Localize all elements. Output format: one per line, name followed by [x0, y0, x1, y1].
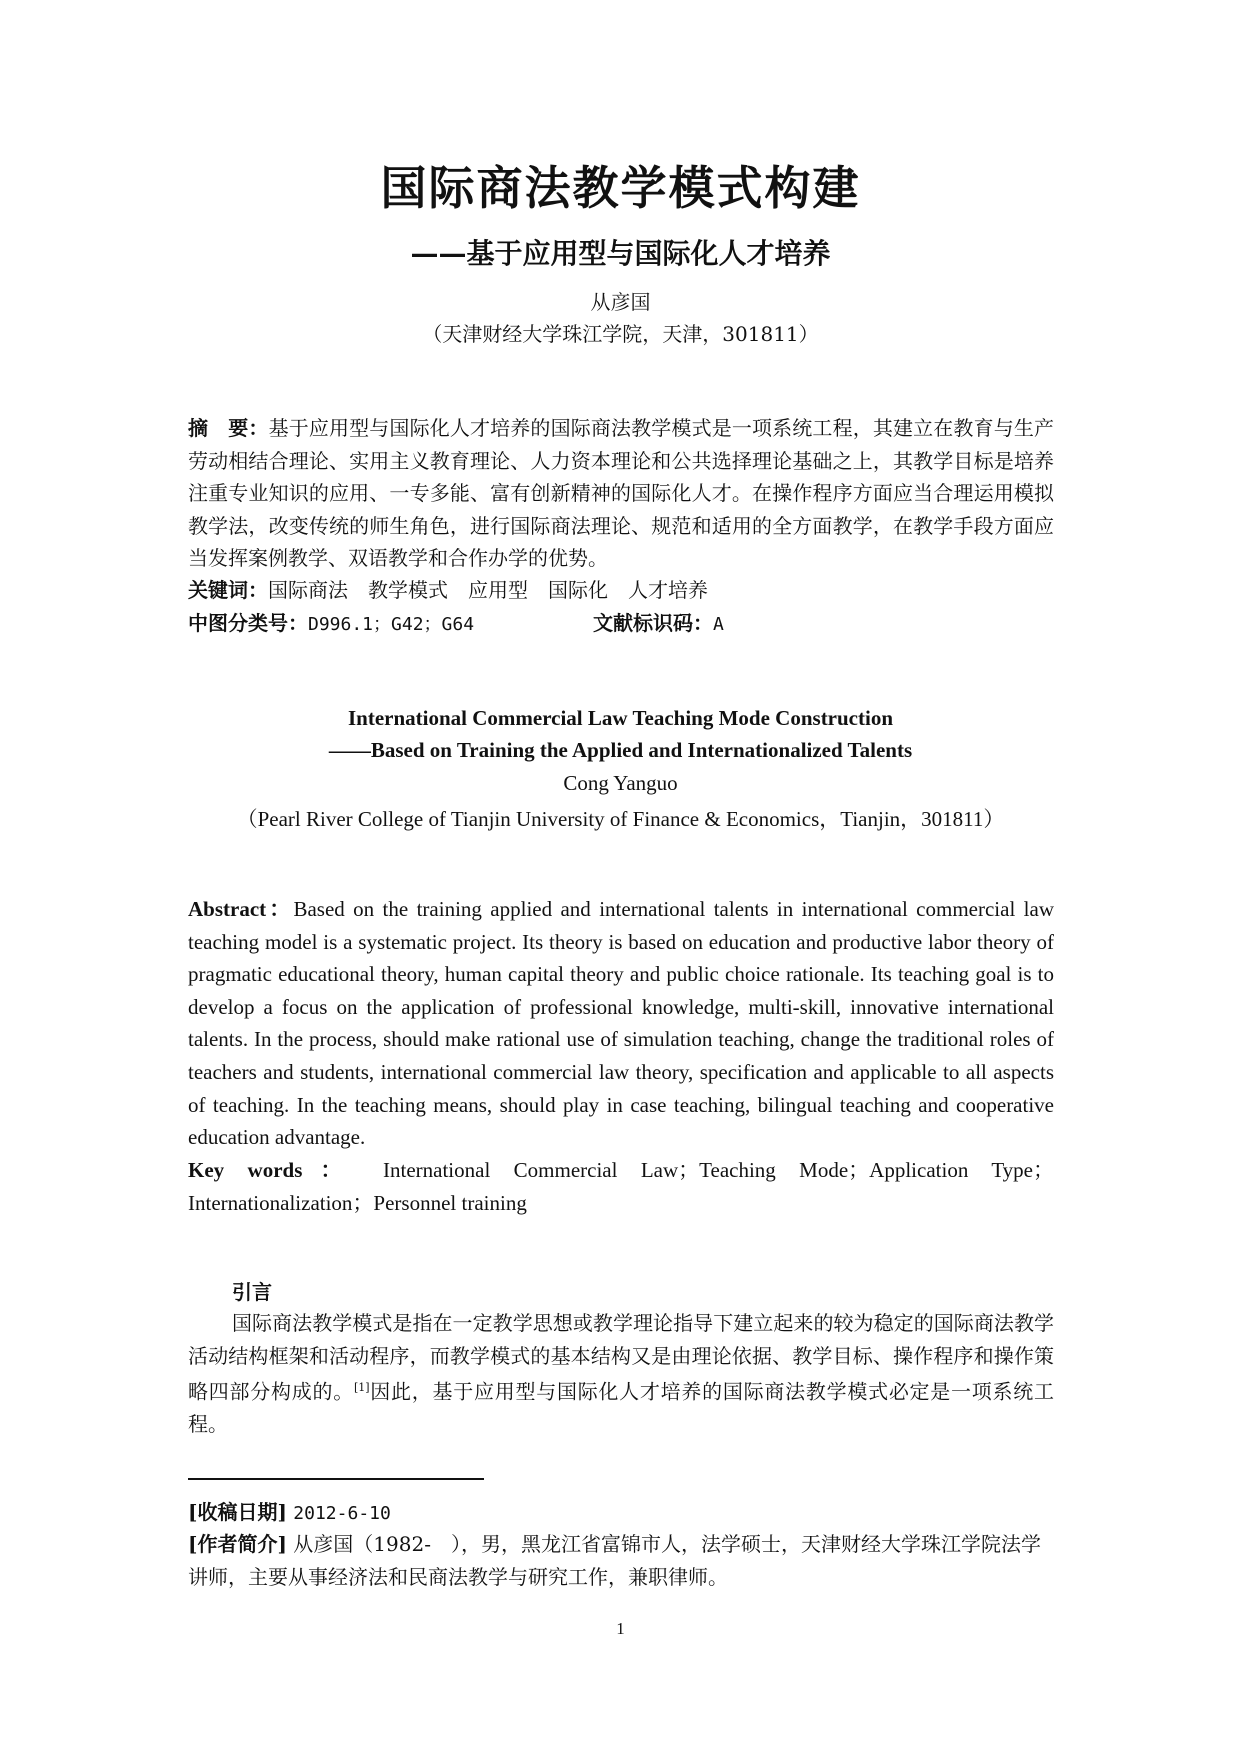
english-title: International Commercial Law Teaching Mode Construction	[347, 706, 894, 730]
intro-text-before-ref: 国际商法教学模式是指在一定教学思想或教学理论指导下建立起来的较为稳定的国际商法教学活动结构框架和活动程序，而教学模式的基本结构又是由理论依据、教学目标、操作程序和操作策略四部分构成的。	[188, 1311, 1054, 1404]
classification-label: 中图分类号：	[188, 611, 308, 635]
received-label: [收稿日期]	[188, 1500, 287, 1524]
received-value: 2012-6-10	[293, 1503, 391, 1524]
chinese-keywords	[188, 574, 1054, 607]
english-keywords	[188, 1154, 1054, 1219]
abstract-label: 摘 要：	[188, 416, 269, 440]
english-keywords-text: International Commercial Law；Teaching Mode；Application Type；Internationalization；Personnel training	[188, 1158, 1054, 1215]
english-author: Cong Yanguo	[563, 771, 678, 795]
classification-line	[188, 607, 1054, 642]
intro-paragraph	[188, 1307, 1054, 1441]
paper-subtitle: ——基于应用型与国际化人才培养	[410, 237, 831, 270]
author-bio-text: 从彦国（1982- ），男，黑龙江省富锦市人，法学硕士，天津财经大学珠江学院法学讲师，主要从事经济法和民商法教学与研究工作，兼职律师。	[188, 1532, 1041, 1589]
chinese-abstract	[188, 412, 1054, 575]
footnote-received	[188, 1496, 1054, 1531]
author-name: 从彦国	[590, 290, 651, 314]
keywords-text: 国际商法 教学模式 应用型 国际化 人才培养	[268, 578, 708, 602]
citation-ref[interactable]: [1]	[353, 1381, 370, 1394]
author-affiliation: （天津财经大学珠江学院，天津，301811）	[422, 322, 819, 346]
classification-value: D996.1；G42；G64	[308, 614, 475, 635]
english-abstract	[188, 893, 1054, 1154]
intro-heading: 引言	[232, 1280, 272, 1304]
english-affiliation: （Pearl River College of Tianjin University of Finance & Economics，Tianjin，301811）	[236, 807, 1005, 831]
abstract-text: 基于应用型与国际化人才培养的国际商法教学模式是一项系统工程，其建立在教育与生产劳动相结合理论、实用主义教育理论、人力资本理论和公共选择理论基础之上，其教学目标是培养注重专业知识的应用、一专多能、富有创新精神的国际化人才。在操作程序方面应当合理运用模拟教学法，改变传统的师生角色，进行国际商法理论、规范和适用的全方面教学，在教学手段方面应当发挥案例教学、双语教学和合作办学的优势。	[188, 416, 1055, 570]
document-code-value: A	[713, 614, 724, 635]
footnote-author-bio	[188, 1528, 1054, 1593]
keywords-label: 关键词：	[188, 578, 268, 602]
english-abstract-label: Abstract：	[188, 897, 294, 921]
english-subtitle: ——Based on Training the Applied and Internationalized Talents	[328, 738, 913, 762]
document-code-label: 文献标识码：	[593, 611, 713, 635]
footnote-divider	[188, 1478, 484, 1480]
english-abstract-text: Based on the training applied and international talents in international commercial law teaching model is a systematic project. Its theory is based on education and productive labor theory of pragmatic educational theory, human capital theory and public choice rationale. Its teaching goal is to develop a focus on the application of professional knowledge, multi-skill, innovative international talents. In the process, should make rational use of simulation teaching, change the traditional roles of teachers and students, international commercial law theory, specification and applicable to all aspects of teaching. In the teaching means, should play in case teaching, bilingual teaching and cooperative education advantage.	[188, 897, 1054, 1150]
page-number: 1	[616, 1619, 625, 1638]
english-keywords-label: Key words：	[188, 1158, 360, 1182]
document-code	[593, 607, 724, 642]
paper-title: 国际商法教学模式构建	[380, 161, 861, 215]
author-bio-label: [作者简介]	[188, 1532, 287, 1556]
intro-text-after-ref: 因此，基于应用型与国际化人才培养的国际商法教学模式必定是一项系统工程。	[188, 1379, 1055, 1437]
